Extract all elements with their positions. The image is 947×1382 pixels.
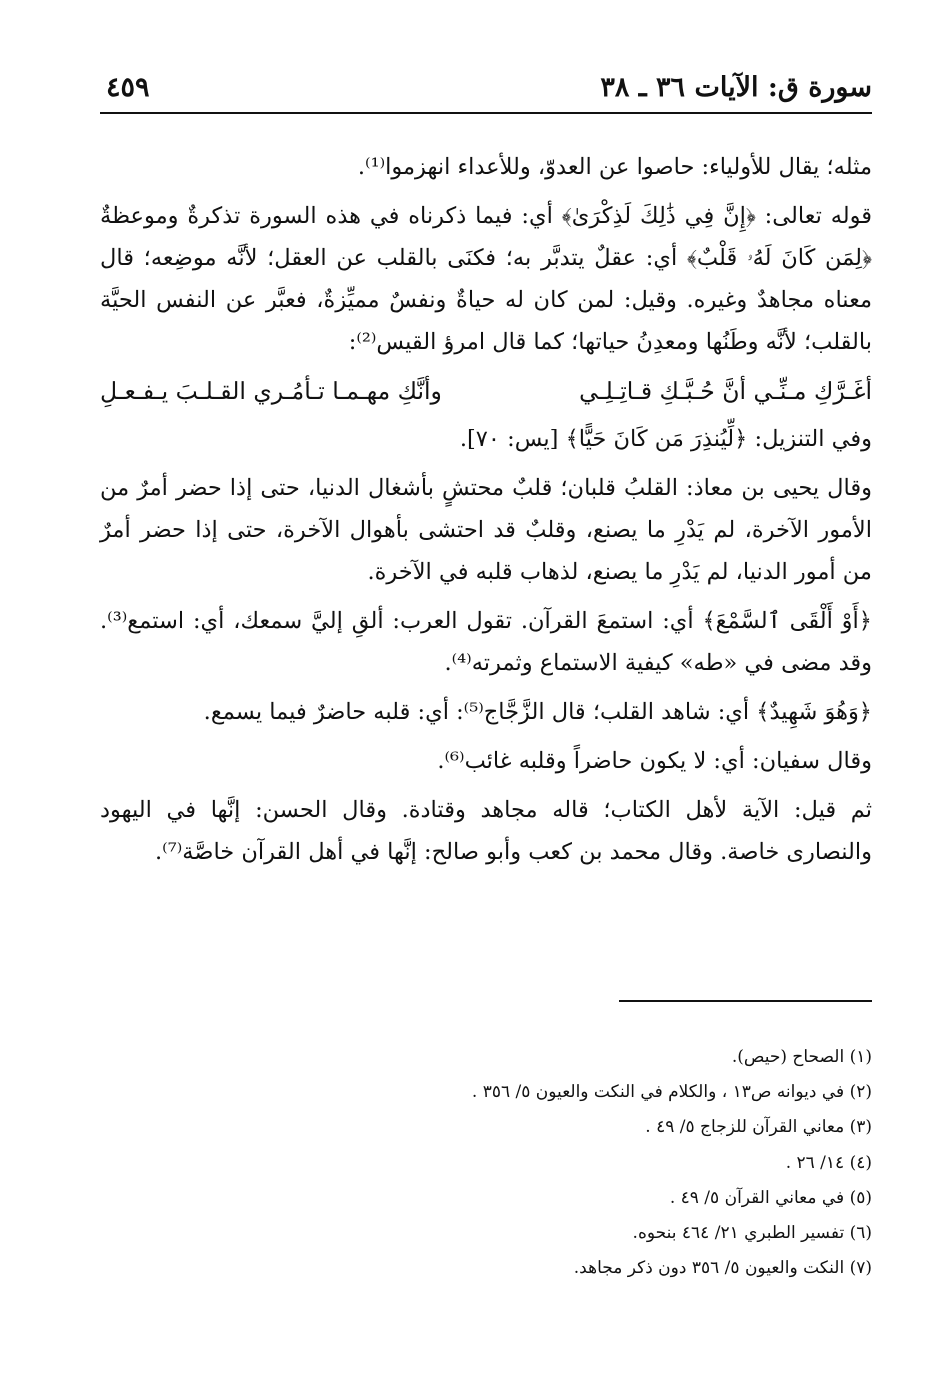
footnote-7: (٧) النكت والعيون ٥/ ٣٥٦ دون ذكر مجاهد.: [573, 1258, 872, 1279]
footnote-separator: [619, 1000, 872, 1002]
footnote-6: (٦) تفسير الطبري ٢١/ ٤٦٤ بنحوه.: [632, 1223, 872, 1244]
footnote-5: (٥) في معاني القرآن ٥/ ٤٩ .: [669, 1187, 872, 1208]
footnote-3: (٣) معاني القرآن للزجاج ٥/ ٤٩ .: [645, 1117, 872, 1138]
footnote-2: (٢) في ديوانه ص١٣ ، والكلام في النكت والعيون ٥/ ٣٥٦ .: [471, 1082, 872, 1103]
paragraph-1: مثله؛ يقال للأولياء: حاصوا عن العدوّ، وللأعداء انهزموا⁽¹⁾.: [357, 154, 872, 180]
poem-hemistich-first: أغَـرَّكِ مـنِّـي أنَّ حُـبَّـكِ قـاتِـلِـي: [579, 377, 872, 405]
running-title: سورة ق: الآيات ٣٦ ـ ٣٨: [600, 72, 872, 103]
paragraph-2: قوله تعالى: ﴿إِنَّ فِي ذَٰلِكَ لَذِكْرَىٰ﴾ أي: فيما ذكرناه في هذه السورة تذكرةٌ وموعظةٌ ﴿لِمَن كَانَ لَهُۥ قَلْبٌ﴾ أي: عقلٌ يتدبَّر به؛ فكنَى بالقلب عن العقل؛ لأنَّه موضِعه؛ قال معناه مجاهدٌ وغيره. وقيل: لمن كان له حياةٌ ونفسٌ مميِّزةٌ، فعبَّر عن النفس الحيَّة بالقلب؛ لأنَّه وطَنُها ومعدِنُ حياتها؛ كما قال امرؤ القيس⁽²⁾:: [100, 203, 872, 355]
footnote-1: (١) الصحاح (حيص).: [731, 1047, 872, 1067]
footnotes: [100, 1040, 872, 1286]
poem-verse: [100, 370, 872, 412]
paragraph-3: وفي التنزيل: ﴿لِّيُنذِرَ مَن كَانَ حَيًّا﴾ [يس: ٧٠].: [459, 426, 872, 452]
page-header: [100, 66, 872, 114]
paragraph-6: ﴿وَهُوَ شَهِيدٌ﴾ أي: شاهد القلب؛ قال الزَّجَّاج⁽⁵⁾: أي: قلبه حاضرٌ فيما يسمع.: [203, 699, 872, 725]
poem-hemistich-second: وأنَّكِ مهـمـا تـأمُـري القـلـبَ يـفـعـلِ: [100, 377, 442, 405]
paragraph-7: وقال سفيان: أي: لا يكون حاضراً وقلبه غائب⁽⁶⁾.: [437, 748, 872, 774]
paragraph-5: ﴿أَوْ أَلْقَى ٱلسَّمْعَ﴾ أي: استمعَ القرآن. تقول العرب: ألقِ إليَّ سمعك، أي: استمع⁽³⁾. وقد مضى في «طه» كيفية الاستماع وثمرته⁽⁴⁾.: [100, 608, 872, 676]
paragraph-8: ثم قيل: الآية لأهل الكتاب؛ قاله مجاهد وقتادة. وقال الحسن: إنَّها في اليهود والنصارى خاصة. وقال محمد بن كعب وأبو صالح: إنَّها في أهل القرآن خاصَّة⁽⁷⁾.: [100, 797, 872, 865]
page-number: ٤٥٩: [106, 72, 150, 103]
footnote-4: (٤) ١٤/ ٢٦ .: [785, 1152, 872, 1173]
main-text: [100, 146, 872, 880]
paragraph-4: وقال يحيى بن معاذ: القلبُ قلبان؛ قلبٌ محتشٍ بأشغال الدنيا، حتى إذا حضر أمرٌ من الأمور الآخرة، لم يَدْرِ ما يصنع، وقلبٌ قد احتشى بأهوال الآخرة، حتى إذا حضر أمرٌ من أمور الدنيا، لم يَدْرِ ما يصنع، لذهاب قلبه في الآخرة.: [100, 475, 872, 585]
